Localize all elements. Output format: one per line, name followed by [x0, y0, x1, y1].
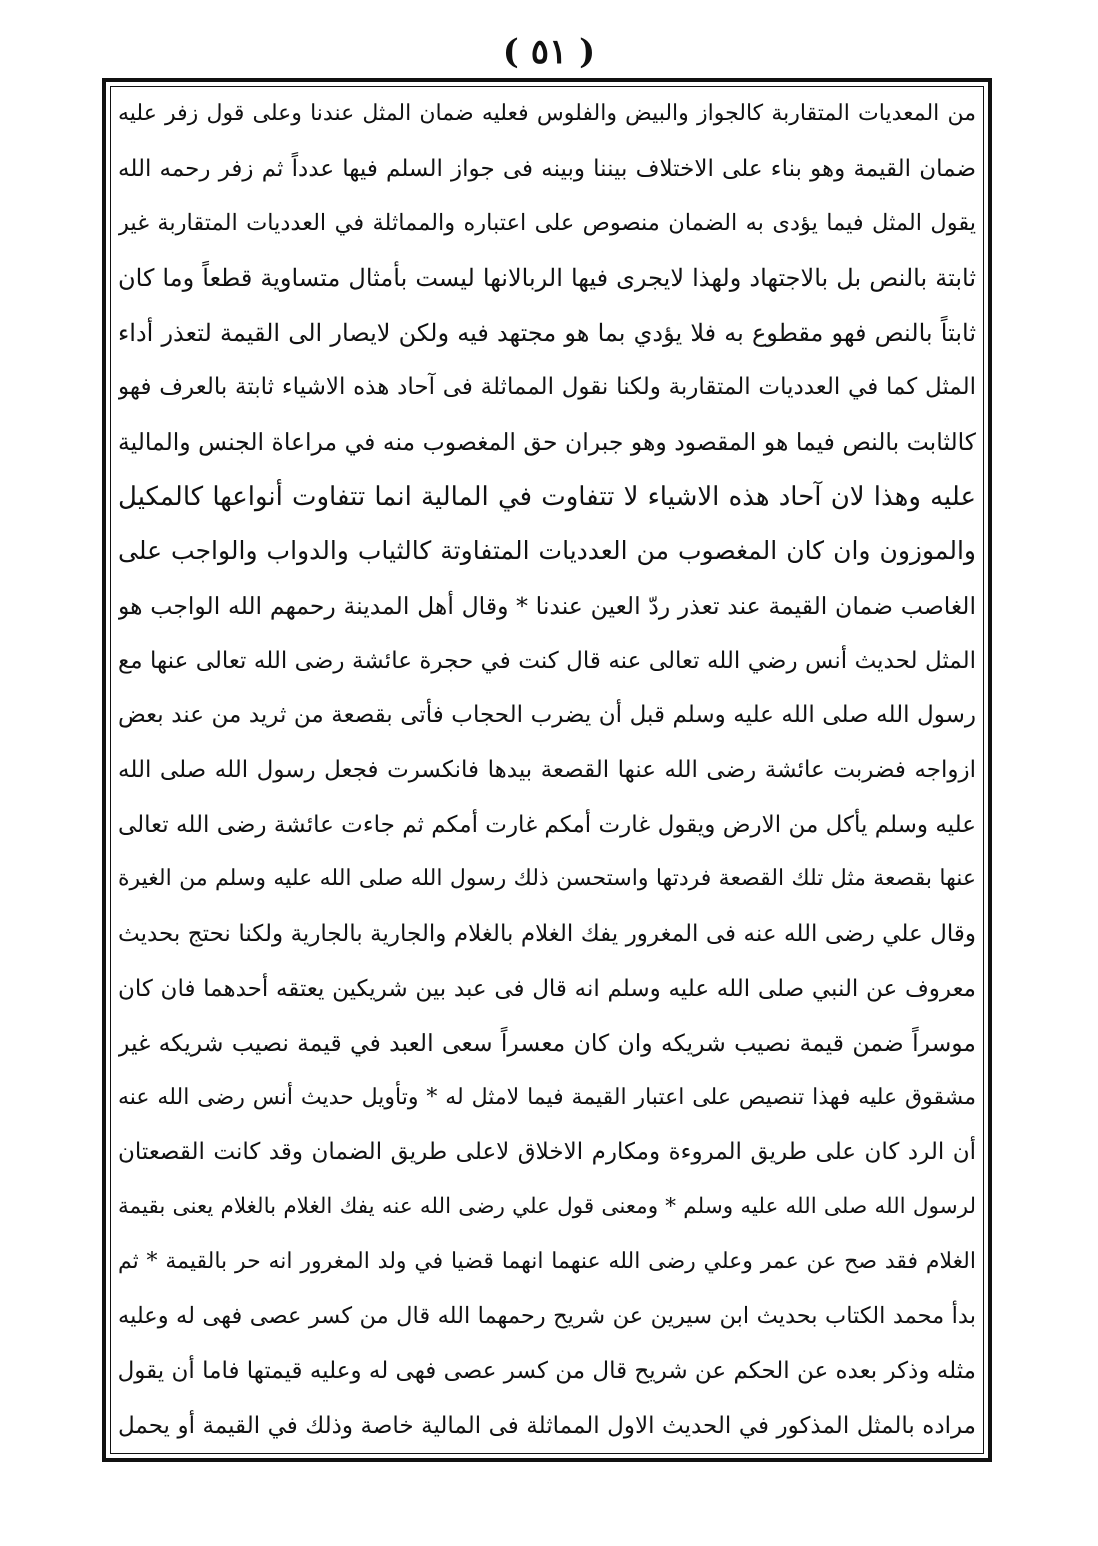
text-line: الغلام فقد صح عن عمر وعلي رضى الله عنهما انهما قضيا في ولد المغرور انه حر بالقيمة * ثم: [118, 1248, 976, 1274]
text-line: أن الرد كان على طريق المروءة ومكارم الاخلاق لاعلى طريق الضمان وقد كانت القصعتان: [118, 1139, 976, 1166]
text-line: رسول الله صلى الله عليه وسلم قبل أن يضرب الحجاب فأتى بقصعة من ثريد من عند بعض: [118, 702, 976, 729]
text-line: المثل لحديث أنس رضي الله تعالى عنه قال كنت في حجرة عائشة رضى الله تعالى عنها مع: [118, 647, 976, 674]
text-line: مراده بالمثل المذكور في الحديث الاول المماثلة فى المالية خاصة وذلك في القيمة أو يحمل: [118, 1412, 976, 1439]
text-line: يقول المثل فيما يؤدى به الضمان منصوص على اعتباره والمماثلة في العدديات المتقاربة غير: [118, 210, 976, 237]
text-line: المثل كما في العدديات المتقاربة ولكنا نقول المماثلة فى آحاد هذه الاشياء ثابتة بالعرف فهو: [118, 374, 976, 401]
text-line: عليه وسلم يأكل من الارض ويقول غارت أمكم غارت أمكم ثم جاءت عائشة رضى الله تعالى: [118, 811, 976, 838]
text-line: موسراً ضمن قيمة نصيب شريكه وان كان معسراً سعى العبد في قيمة نصيب شريكه غير: [118, 1029, 976, 1058]
page-number: ( ٥١ ): [502, 32, 596, 72]
text-line: ضمان القيمة وهو بناء على الاختلاف بيننا وبينه فى جواز السلم فيها عدداً ثم زفر رحمه الله: [118, 155, 976, 182]
text-line: مشقوق عليه فهذا تنصيص على اعتبار القيمة فيما لامثل له * وتأويل حديث أنس رضى الله عنه: [118, 1084, 976, 1110]
text-line: الغاصب ضمان القيمة عند تعذر ردّ العين عندنا * وقال أهل المدينة رحمهم الله الواجب هو: [118, 591, 976, 620]
text-line: والموزون وان كان المغصوب من العدديات المتفاوتة كالثياب والدواب والواجب على: [118, 536, 976, 566]
text-line: ثابتاً بالنص فهو مقطوع به فلا يؤدي بما هو مجتهد فيه ولكن لايصار الى القيمة لتعذر أداء: [118, 318, 976, 347]
text-line: كالثابت بالنص فيما هو المقصود وهو جبران حق المغصوب منه في مراعاة الجنس والمالية: [118, 427, 976, 456]
text-line: وقال علي رضى الله عنه فى المغرور يفك الغلام بالغلام والجارية بالجارية ولكنا نحتج بحديث: [118, 920, 976, 947]
text-line: عنها بقصعة مثل تلك القصعة فردتها واستحسن ذلك رسول الله صلى الله عليه وسلم من الغيرة: [118, 866, 976, 892]
text-line: معروف عن النبي صلى الله عليه وسلم انه قال فى عبد بين شريكين يعتقه أحدهما فان كان: [118, 975, 976, 1002]
text-line: مثله وذكر بعده عن الحكم عن شريح قال من كسر عصى فهى له وعليه قيمتها فاما أن يقول: [118, 1358, 976, 1385]
text-body: [118, 94, 976, 1446]
text-line: من المعديات المتقاربة كالجواز والبيض والفلوس فعليه ضمان المثل عندنا وعلى قول زفر عليه: [118, 101, 976, 126]
text-line: ثابتة بالنص بل بالاجتهاد ولهذا لايجرى فيها الربالانها ليست بأمثال متساوية قطعاً وما كان: [118, 263, 976, 292]
text-line: بدأ محمد الكتاب بحديث ابن سيرين عن شريح رحمهما الله قال من كسر عصى فهى له وعليه: [118, 1303, 976, 1330]
text-line: لرسول الله صلى الله عليه وسلم * ومعنى قول علي رضى الله عنه يفك الغلام بالغلام يعنى بقيمة: [118, 1194, 976, 1220]
text-line: ازواجه فضربت عائشة رضى الله عنها القصعة بيدها فانكسرت فجعل رسول الله صلى الله: [118, 756, 976, 783]
text-line: عليه وهذا لان آحاد هذه الاشياء لا تتفاوت في المالية انما تتفاوت أنواعها كالمكيل: [118, 481, 976, 512]
